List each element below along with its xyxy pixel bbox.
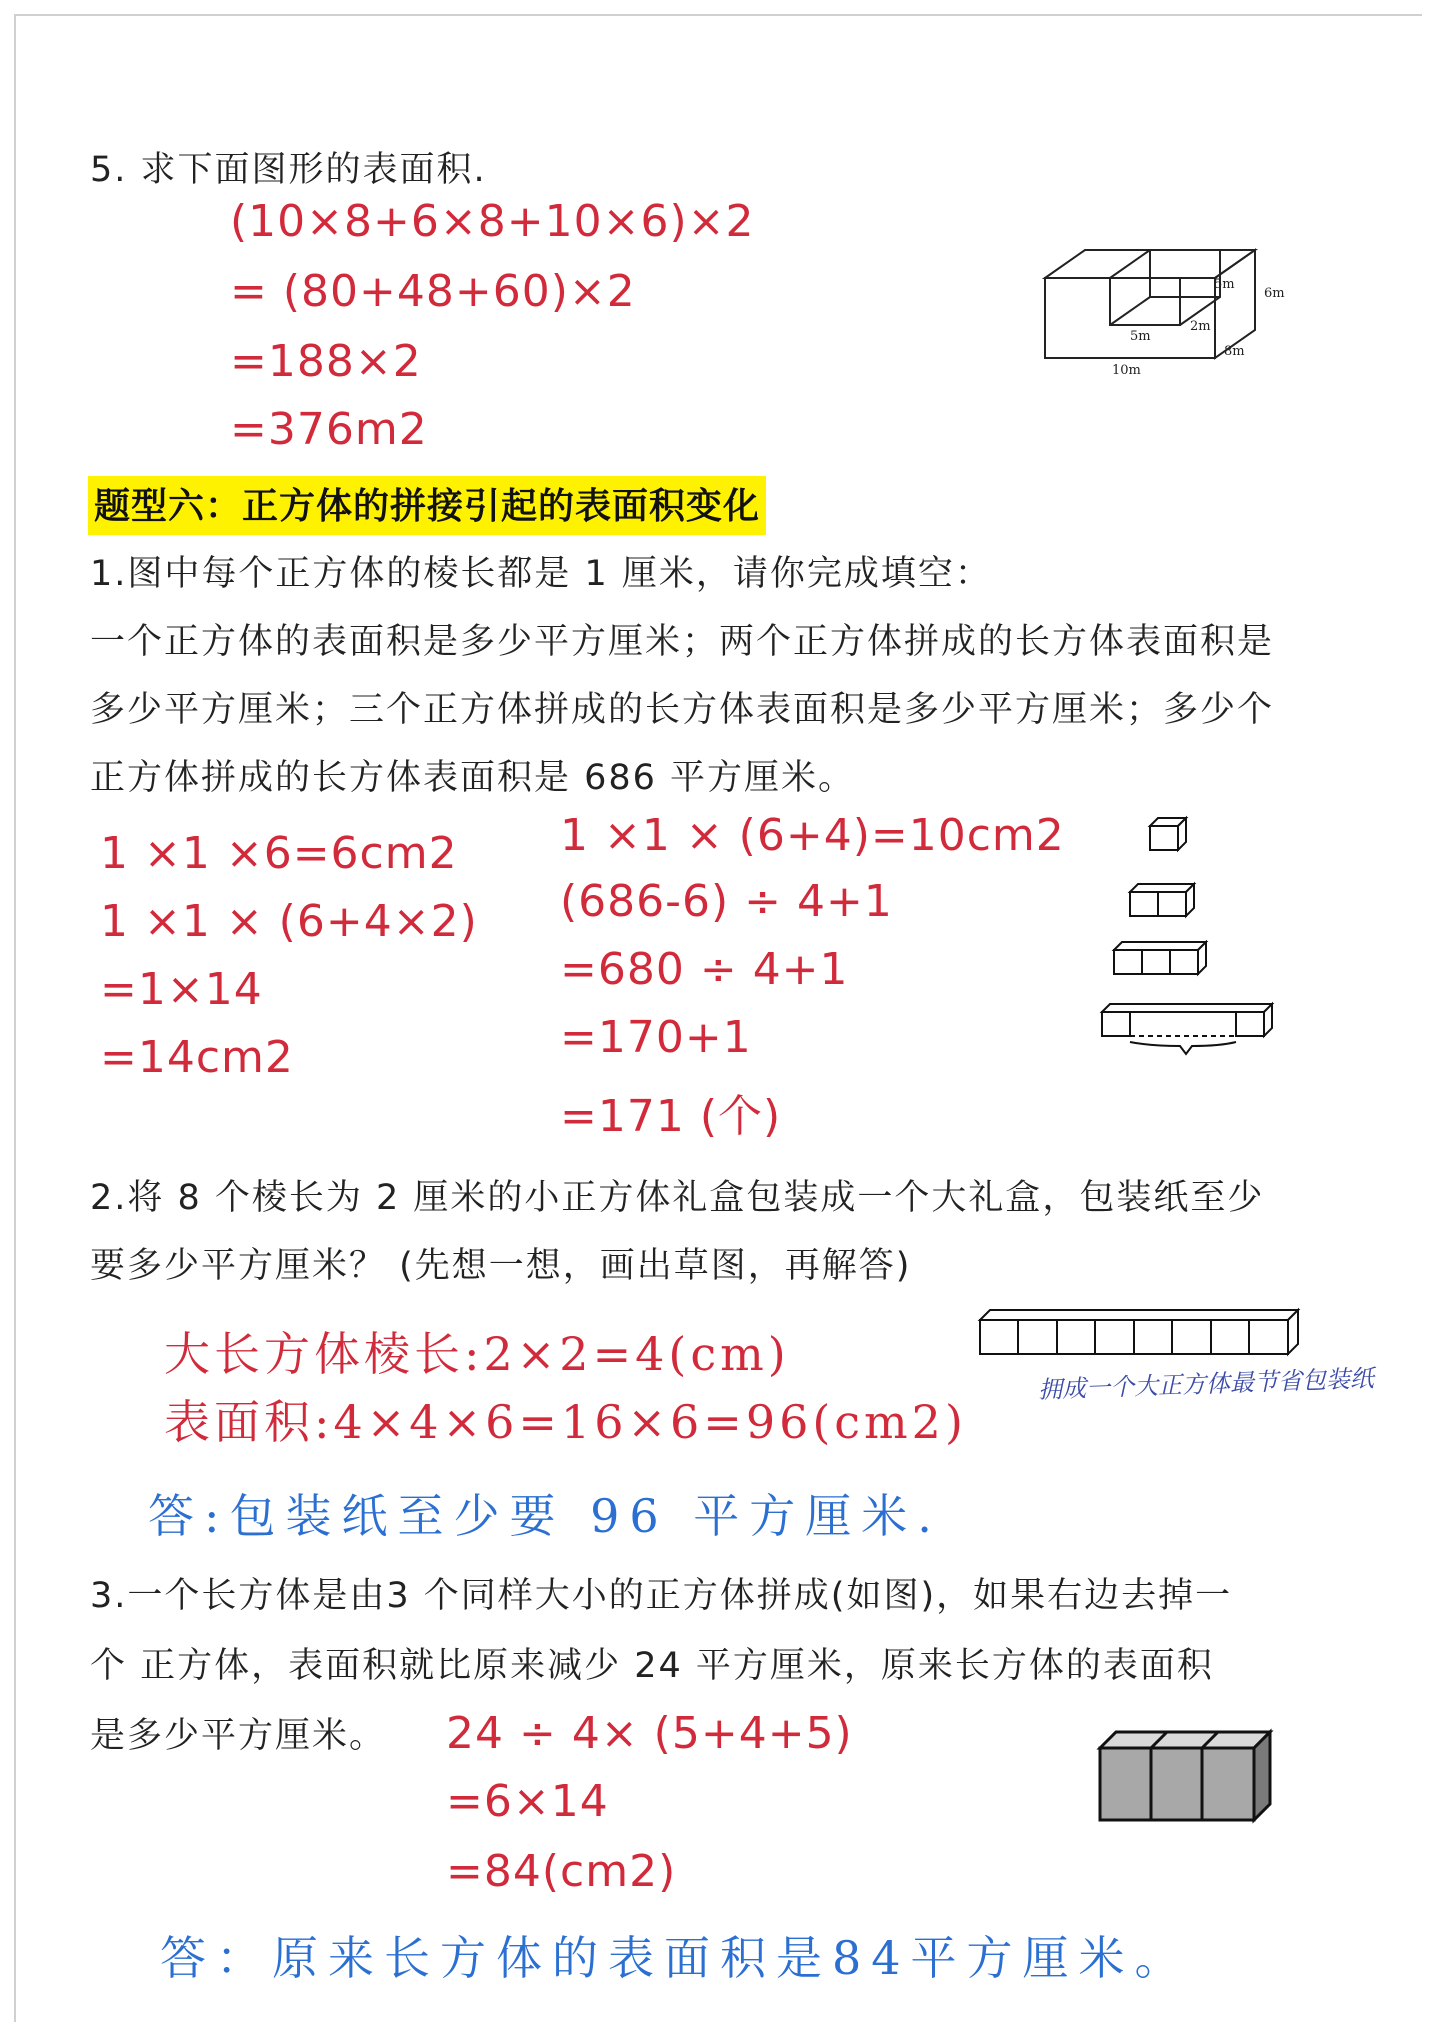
- fig-label-5m-top: 5m: [1214, 277, 1235, 292]
- p1-left-work-1: 1 ×1 ×6=6cm2: [100, 828, 458, 879]
- p3-work-1: 24 ÷ 4× (5+4+5): [446, 1708, 853, 1759]
- p1-right-work-2: (686-6) ÷ 4+1: [560, 876, 893, 927]
- p3-line-3: 是多少平方厘米。: [90, 1716, 387, 1756]
- p2-line-1: 2.将 8 个棱长为 2 厘米的小正方体礼盒包装成一个大礼盒，包装纸至少: [90, 1178, 1265, 1218]
- p3-work-3: =84(cm2): [446, 1846, 677, 1897]
- n-cube-row: [1102, 1004, 1272, 1054]
- p2-work-2: 表面积:4×4×6=16×6=96(cm2): [164, 1395, 967, 1449]
- two-cube-row: [1130, 884, 1194, 916]
- three-cube-row: [1114, 942, 1206, 974]
- p1-line-2: 一个正方体的表面积是多少平方厘米；两个正方体拼成的长方体表面积是: [90, 622, 1275, 662]
- q5-prompt: 5. 求下面图形的表面积.: [90, 150, 487, 190]
- p1-right-work-1: 1 ×1 × (6+4)=10cm2: [560, 810, 1065, 861]
- p2-answer: 答:包装纸至少要 96 平方厘米.: [148, 1489, 942, 1543]
- q5-work-line-4: =376m2: [230, 404, 428, 455]
- p2-line-2: 要多少平方厘米？ (先想一想，画出草图，再解答): [90, 1246, 912, 1286]
- notched-cuboid-figure: [1030, 240, 1290, 380]
- fig-label-5m-bottom: 5m: [1130, 329, 1151, 344]
- fig-label-2m: 2m: [1190, 319, 1211, 334]
- p1-left-work-2: 1 ×1 × (6+4×2): [100, 896, 478, 947]
- p1-line-1: 1.图中每个正方体的棱长都是 1 厘米，请你完成填空：: [90, 554, 992, 594]
- p3-line-2: 个 正方体，表面积就比原来减少 24 平方厘米，原来长方体的表面积: [90, 1646, 1214, 1686]
- p1-left-work-4: =14cm2: [100, 1032, 294, 1083]
- q5-work-line-2: = (80+48+60)×2: [230, 266, 636, 317]
- p1-line-3: 多少平方厘米；三个正方体拼成的长方体表面积是多少平方厘米；多少个: [90, 690, 1275, 730]
- three-cube-cuboid-figure: [1090, 1720, 1280, 1830]
- p3-answer: 答：原来长方体的表面积是84平方厘米。: [160, 1931, 1191, 1985]
- p1-right-work-3: =680 ÷ 4+1: [560, 944, 849, 995]
- fig-label-10m: 10m: [1112, 363, 1141, 378]
- eight-cube-row-sketch: [972, 1300, 1312, 1370]
- p1-right-work-4: =170+1: [560, 1012, 752, 1063]
- section-heading: 题型六：正方体的拼接引起的表面积变化: [88, 476, 766, 535]
- cube-stacking-figure: [1090, 810, 1310, 1070]
- p2-work-1: 大长方体棱长:2×2=4(cm): [164, 1327, 790, 1381]
- q5-work-line-1: (10×8+6×8+10×6)×2: [230, 196, 755, 247]
- q5-work-line-3: =188×2: [230, 336, 422, 387]
- p3-line-1: 3.一个长方体是由3 个同样大小的正方体拼成(如图)，如果右边去掉一: [90, 1576, 1233, 1616]
- p1-left-work-3: =1×14: [100, 964, 263, 1015]
- p3-work-2: =6×14: [446, 1776, 609, 1827]
- p1-line-4: 正方体拼成的长方体表面积是 686 平方厘米。: [90, 758, 856, 798]
- p2-sketch-note: 拥成一个大正方体最节省包装纸: [1037, 1364, 1375, 1404]
- fig-label-6m: 6m: [1264, 286, 1285, 301]
- fig-label-8m: 8m: [1224, 344, 1245, 359]
- single-cube: [1150, 818, 1186, 850]
- p1-right-work-5: =171 (个): [560, 1091, 782, 1142]
